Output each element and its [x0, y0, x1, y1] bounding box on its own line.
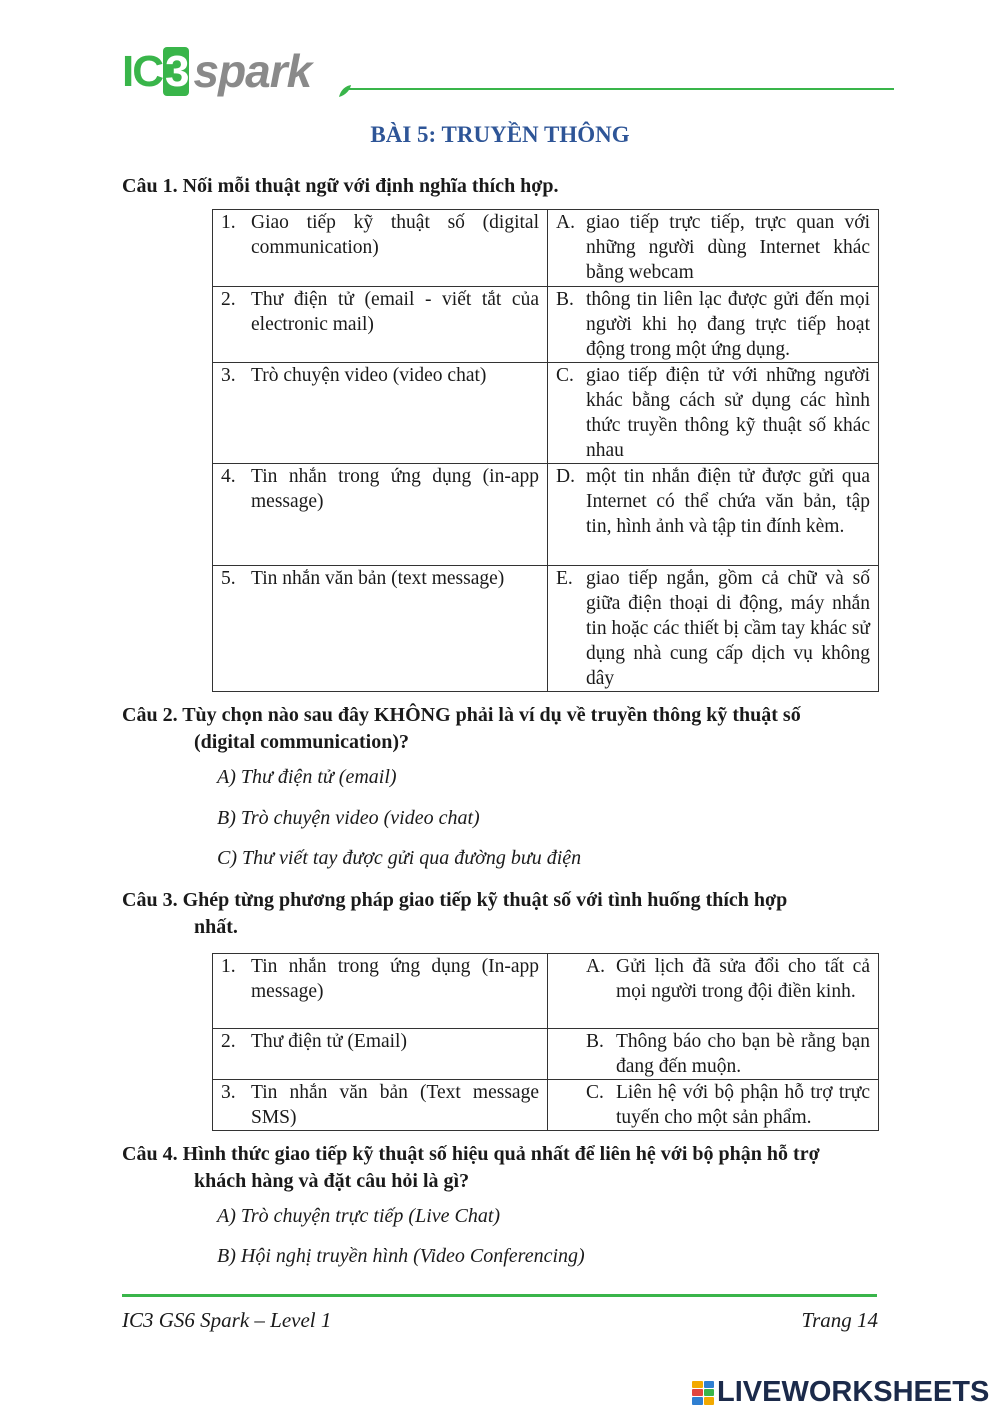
header-divider: [348, 88, 894, 90]
table-row: 2. Thư điện tử (Email) B. Thông báo cho bạn bè rằng bạn đang đến muộn.: [213, 1029, 879, 1080]
question-4-option-a[interactable]: A) Trò chuyện trực tiếp (Live Chat): [217, 1205, 501, 1227]
term-cell: Thư điện tử (email - viết tắt của electronic mail): [251, 289, 539, 335]
table-row: 5. Tin nhắn văn bản (text message) E. giao tiếp ngắn, gồm cả chữ và số giữa điện thoại di động, máy nhắn tin hoặc các thiết bị cầm tay khác sử dụng nhà cung cấp dịch vụ không dây: [213, 566, 879, 692]
term-cell: Tin nhắn trong ứng dụng (in-app message): [251, 466, 539, 512]
term-cell: Trò chuyện video (video chat): [251, 365, 487, 386]
situation-cell: Thông báo cho bạn bè rằng bạn đang đến muộn.: [616, 1031, 870, 1077]
liveworksheets-logo-icon: [692, 1381, 714, 1405]
question-2-option-b[interactable]: B) Trò chuyện video (video chat): [217, 807, 480, 829]
definition-cell: một tin nhắn điện tử được gửi qua Internet có thể chứa văn bản, tập tin, hình ảnh và tập tin đính kèm.: [586, 466, 870, 537]
method-cell: Tin nhắn văn bản (Text message SMS): [251, 1082, 539, 1128]
term-cell: Tin nhắn văn bản (text message): [251, 568, 505, 589]
table-row: 4. Tin nhắn trong ứng dụng (in-app message) D. một tin nhắn điện tử được gửi qua Internet có thể chứa văn bản, tập tin, hình ảnh và tập tin đính kèm.: [213, 464, 879, 566]
question-2-heading: Câu 2. Tùy chọn nào sau đây KHÔNG phải là ví dụ về truyền thông kỹ thuật số (digital communication)?: [122, 704, 801, 753]
question-1-match-table: [212, 209, 879, 692]
question-4-option-b[interactable]: B) Hội nghị truyền hình (Video Conferencing): [217, 1245, 585, 1267]
footer-page-number: Trang 14: [801, 1308, 878, 1332]
logo-spark-text: spark: [193, 45, 312, 97]
page-title: BÀI 5: TRUYỀN THÔNG: [370, 122, 630, 147]
footer-course-label: IC3 GS6 Spark – Level 1: [122, 1308, 332, 1332]
liveworksheets-watermark: [692, 1376, 989, 1409]
table-row: 1. Tin nhắn trong ứng dụng (In-app message) A. Gửi lịch đã sửa đổi cho tất cả mọi người trong đội điền kinh.: [213, 954, 879, 1029]
question-2-option-c[interactable]: C) Thư viết tay được gửi qua đường bưu điện: [217, 847, 582, 869]
definition-cell: giao tiếp ngắn, gồm cả chữ và số giữa điện thoại di động, máy nhắn tin hoặc các thiết bị cầm tay khác sử dụng nhà cung cấp dịch vụ không dây: [586, 568, 870, 689]
definition-cell: giao tiếp điện tử với những người khác bằng cách sử dụng các hình thức truyền thông kỹ thuật số khác nhau: [586, 365, 870, 461]
question-2-option-a[interactable]: A) Thư điện tử (email): [217, 766, 397, 788]
table-row: 3. Trò chuyện video (video chat) C. giao tiếp điện tử với những người khác bằng cách sử dụng các hình thức truyền thông kỹ thuật số khác nhau: [213, 363, 879, 464]
liveworksheets-text: LIVEWORKSHEETS: [717, 1376, 990, 1408]
situation-cell: Gửi lịch đã sửa đổi cho tất cả mọi người trong đội điền kinh.: [616, 956, 870, 1002]
footer-divider: [122, 1294, 877, 1297]
situation-cell: Liên hệ với bộ phận hỗ trợ trực tuyến cho một sản phẩm.: [616, 1082, 870, 1128]
leaf-icon: [338, 84, 352, 98]
question-1-heading: Câu 1. Nối mỗi thuật ngữ với định nghĩa thích hợp.: [122, 175, 559, 197]
table-row: 2. Thư điện tử (email - viết tắt của electronic mail) B. thông tin liên lạc được gửi đến mọi người khi họ đang trực tiếp hoạt động trong một ứng dụng.: [213, 287, 879, 363]
question-3-match-table: [212, 953, 879, 1131]
definition-cell: thông tin liên lạc được gửi đến mọi người khi họ đang trực tiếp hoạt động trong một ứng dụng.: [586, 289, 870, 360]
question-3-heading: Câu 3. Ghép từng phương pháp giao tiếp kỹ thuật số với tình huống thích hợp nhất.: [122, 889, 788, 938]
method-cell: Thư điện tử (Email): [251, 1031, 407, 1052]
definition-cell: giao tiếp trực tiếp, trực quan với những người dùng Internet khác bằng webcam: [586, 212, 870, 283]
table-row: 3. Tin nhắn văn bản (Text message SMS) C. Liên hệ với bộ phận hỗ trợ trực tuyến cho một sản phẩm.: [213, 1080, 879, 1131]
logo-ic-text: IC3: [122, 47, 188, 96]
term-cell: Giao tiếp kỹ thuật số (digital communication): [251, 212, 539, 258]
table-row: 1. Giao tiếp kỹ thuật số (digital communication) A. giao tiếp trực tiếp, trực quan với những người dùng Internet khác bằng webcam: [213, 210, 879, 287]
ic3-spark-logo: [122, 44, 312, 97]
question-4-heading: Câu 4. Hình thức giao tiếp kỹ thuật số hiệu quả nhất để liên hệ với bộ phận hỗ trợ khách hàng và đặt câu hỏi là gì?: [122, 1143, 820, 1192]
method-cell: Tin nhắn trong ứng dụng (In-app message): [251, 956, 539, 1002]
